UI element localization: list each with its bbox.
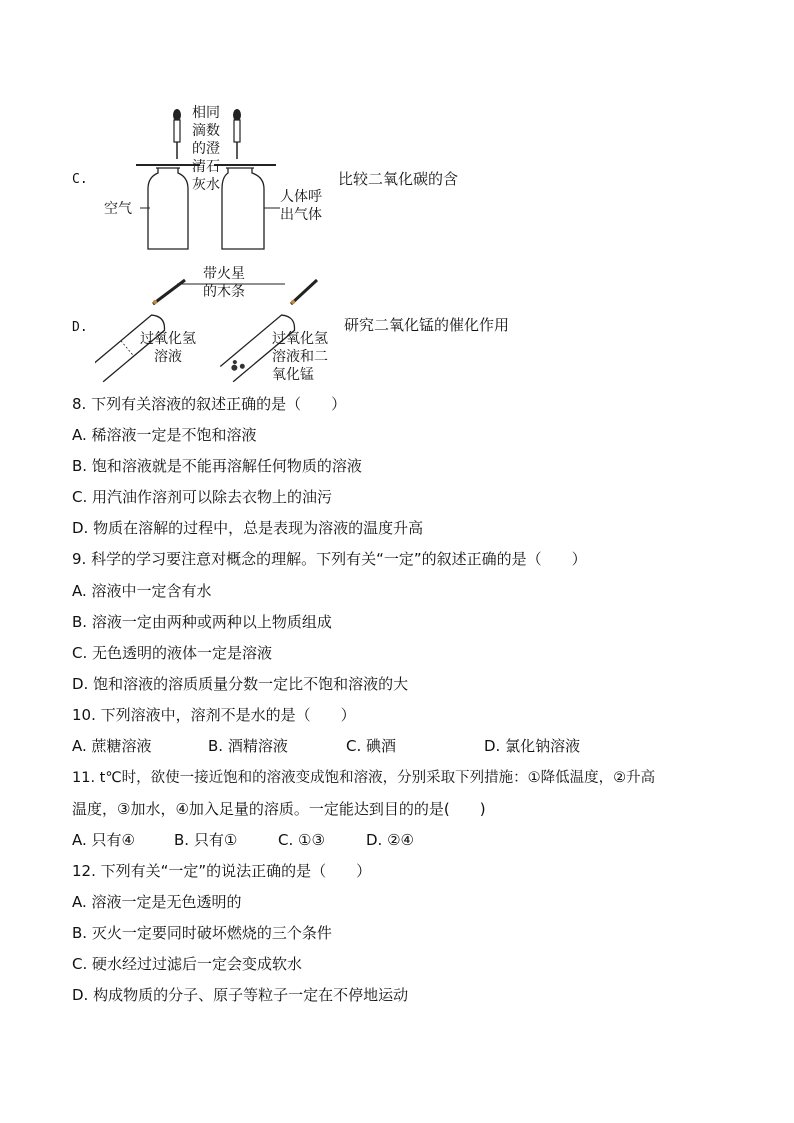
choice-a: A. 稀溶液一定是不饱和溶液 — [72, 426, 257, 444]
choice-d: D. ②④ — [366, 831, 414, 849]
choice-d: D. 构成物质的分子、原子等粒子一定在不停地运动 — [72, 986, 409, 1004]
question-stem: 8. 下列有关溶液的叙述正确的是（ ） — [72, 395, 347, 413]
option-letter: C. — [72, 172, 88, 187]
choice-b: B. 溶液一定由两种或两种以上物质组成 — [72, 613, 332, 631]
gas-bottle-left — [136, 165, 200, 249]
wooden-splint-icon — [153, 280, 185, 304]
choice-b: B. 只有① — [174, 831, 238, 849]
left-bottle-label: 空气 — [104, 201, 132, 217]
question-stem-line-1: 11. t℃时，欲使一接近饱和的溶液变成饱和溶液，分别采取下列措施：①降低温度，②升高 — [72, 770, 656, 786]
choice-a: A. 蔗糖溶液 — [72, 737, 152, 755]
choice-a: A. 只有④ — [72, 831, 135, 849]
dropper-icon — [233, 109, 241, 159]
choice-c: C. 硬水经过过滤后一定会变成软水 — [72, 955, 303, 973]
splint-label: 带火星 的木条 — [203, 266, 245, 300]
option-c-description: 比较二氧化碳的含 — [338, 170, 459, 188]
choice-b: B. 饱和溶液就是不能再溶解任何物质的溶液 — [72, 457, 362, 475]
right-tube-label: 过氧化氢 溶液和二 氧化锰 — [272, 331, 328, 383]
choice-d: D. 饱和溶液的溶质质量分数一定比不饱和溶液的大 — [72, 675, 409, 693]
choice-c: C. 碘酒 — [346, 737, 397, 755]
choice-a: A. 溶液一定是无色透明的 — [72, 893, 242, 911]
dropper-icon — [173, 109, 181, 159]
option-d-description: 研究二氧化锰的催化作用 — [344, 316, 510, 334]
choice-d: D. 物质在溶解的过程中，总是表现为溶液的温度升高 — [72, 519, 424, 537]
choice-b: B. 灭火一定要同时破坏燃烧的三个条件 — [72, 924, 332, 942]
wooden-splint-icon — [291, 280, 317, 304]
dropper-label: 相同 滴数 的澄 清石 灰水 — [192, 105, 220, 193]
choice-c: C. ①③ — [278, 831, 325, 849]
choice-c: C. 用汽油作溶剂可以除去衣物上的油污 — [72, 488, 333, 506]
choice-a: A. 溶液中一定含有水 — [72, 582, 212, 600]
left-tube-label: 过氧化氢 溶液 — [140, 331, 196, 365]
option-letter: D. — [72, 320, 88, 335]
question-stem-line-2: 温度，③加水，④加入足量的溶质。一定能达到目的的是( ) — [72, 800, 486, 818]
choice-c: C. 无色透明的液体一定是溶液 — [72, 644, 273, 662]
right-bottle-label: 人体呼 出气体 — [280, 189, 322, 223]
question-stem: 10. 下列溶液中，溶剂不是水的是（ ） — [72, 706, 356, 724]
question-stem: 12. 下列有关“一定”的说法正确的是（ ） — [72, 862, 372, 880]
choice-b: B. 酒精溶液 — [208, 737, 288, 755]
question-stem: 9. 科学的学习要注意对概念的理解。下列有关“一定”的叙述正确的是（ ） — [72, 550, 587, 568]
choice-d: D. 氯化钠溶液 — [484, 737, 581, 755]
